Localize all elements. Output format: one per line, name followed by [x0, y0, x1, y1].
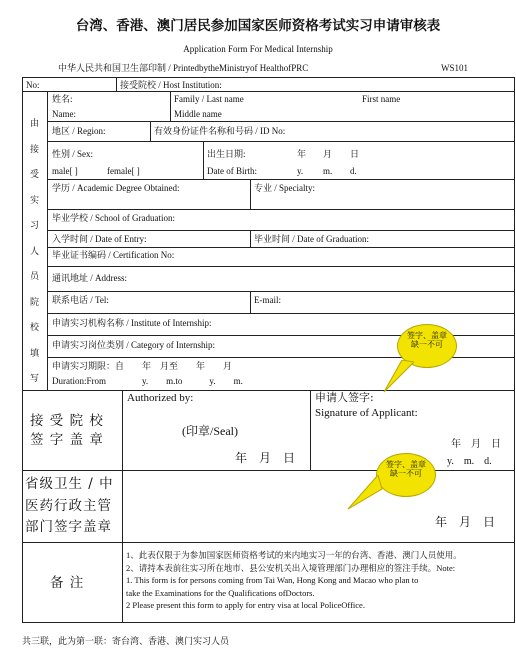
- side-label-char: 由: [30, 119, 40, 129]
- side-label-char: 填: [30, 348, 40, 359]
- graduation-label: 毕业时间 / Date of Graduation:: [254, 234, 369, 244]
- birth-day-en: d.: [350, 166, 357, 176]
- form-code: WS101: [441, 63, 468, 73]
- birth-year-cn: 年: [297, 149, 307, 159]
- authorized-by-label: Authorized by:: [127, 392, 194, 404]
- id-no-label: 有效身份证件名称和号码 / ID No:: [154, 126, 286, 136]
- side-label-char: 受: [30, 170, 40, 180]
- side-label-char: 实: [30, 195, 40, 206]
- province-label-2: 医药行政主管: [25, 498, 112, 514]
- sex-label: 性别 / Sex:: [52, 149, 94, 159]
- birth-month-cn: 月: [323, 149, 333, 159]
- applicant-date-cn: 年 月 日: [451, 439, 501, 450]
- side-label-char: 接: [30, 144, 40, 155]
- side-label-char: 写: [30, 374, 40, 384]
- remark-line: 1、此表仅限于为参加国家医师资格考试的来内地实习一年的台湾、香港、澳门人员使用。: [126, 550, 462, 560]
- side-label-char: 院: [30, 297, 40, 308]
- category-label: 申请实习岗位类别 / Category of Internship:: [52, 340, 215, 350]
- school-label: 毕业学校 / School of Graduation:: [52, 213, 175, 223]
- seal-label: (印章/Seal): [182, 424, 238, 438]
- region-label: 地区 / Region:: [52, 126, 106, 136]
- callout-bubble-2: [376, 453, 436, 497]
- form-title: 台湾、香港、澳门居民参加国家医师资格考试实习申请审核表: [75, 18, 441, 34]
- remark-line: take the Examinations for the Qualifications ofDoctors.: [126, 587, 315, 598]
- birth-en-label: Date of Birth:: [207, 166, 257, 176]
- entry-label: 入学时间 / Date of Entry:: [52, 234, 147, 244]
- province-label-1: 省级卫生 / 中: [25, 476, 114, 492]
- callout-bubble-2-text: 签字、盖章缺一不可: [386, 460, 426, 479]
- footer-note: 共三联，此为第一联：寄台湾、香港、澳门实习人员: [22, 636, 230, 646]
- email-label: E-mail:: [254, 295, 281, 305]
- certification-label: 毕业证书编码 / Certification No:: [52, 250, 175, 260]
- side-label-char: 人: [30, 246, 40, 257]
- remark-line: 1. This form is for persons coming from Tai Wan, Hong Kong and Macao who plan to: [126, 575, 419, 585]
- applicant-date-en: y. m. d.: [447, 456, 492, 467]
- printed-by: 中华人民共和国卫生部印制 / PrintedbytheMinistryof HealthofPRC: [58, 63, 309, 73]
- degree-label: 学历 / Academic Degree Obtained:: [52, 183, 180, 193]
- applicant-en-label: Signature of Applicant:: [315, 407, 418, 419]
- callout-tail-2: [346, 475, 384, 511]
- institute-label: 申请实习机构名称 / Institute of Internship:: [52, 318, 212, 328]
- specialty-label: 专业 / Specialty:: [254, 183, 315, 193]
- callout-bubble-1-text: 签字、盖章缺一不可: [407, 331, 447, 350]
- remark-line: 2、请持本表前往实习所在地市、县公安机关出入境管理部门办理相应的签注手续。Note:: [126, 562, 456, 573]
- province-label-3: 部门签字盖章: [25, 519, 112, 535]
- host-sign-date: 年 月 日: [235, 451, 296, 465]
- host-sign-label-2: 签 字 盖 章: [30, 432, 104, 448]
- birth-cn-label: 出生日期:: [207, 149, 246, 159]
- name-en-label: Name:: [52, 109, 76, 119]
- middle-name-label: Middle name: [174, 109, 222, 119]
- side-label-char: 习: [30, 221, 40, 231]
- female-checkbox[interactable]: female[ ]: [107, 166, 140, 176]
- host-institution-label: 接受院校 / Host Institution:: [120, 80, 222, 90]
- side-label-char: 校: [30, 323, 40, 333]
- remarks-label: 备 注: [50, 575, 85, 591]
- side-label-char: 员: [30, 272, 40, 282]
- applicant-cn-label: 申请人签字:: [315, 391, 374, 404]
- birth-month-en: m.: [323, 166, 333, 176]
- remark-line: 2 Please present this form to apply for entry visa at local PoliceOffice.: [126, 600, 365, 610]
- host-sign-label-1: 接 受 院 校: [30, 413, 104, 429]
- surname-cn-label: 姓名:: [52, 94, 73, 104]
- duration-cn-label: 申请实习期限：自 年 月至 年 月: [52, 361, 233, 371]
- first-name-label: First name: [362, 94, 401, 104]
- form-subtitle: Application Form For Medical Internship: [183, 44, 333, 54]
- family-name-label: Family / Last name: [174, 94, 244, 104]
- address-label: 通讯地址 / Address:: [52, 273, 127, 283]
- no-label: No:: [26, 80, 40, 90]
- birth-year-en: y.: [297, 166, 304, 176]
- callout-tail-1: [382, 360, 414, 394]
- birth-day-cn: 日: [350, 149, 360, 159]
- male-checkbox[interactable]: male[ ]: [52, 166, 78, 176]
- tel-label: 联系电话 / Tel:: [52, 295, 109, 305]
- duration-en-label: Duration:From y. m.to y. m.: [52, 376, 243, 386]
- province-date: 年 月 日: [435, 515, 496, 529]
